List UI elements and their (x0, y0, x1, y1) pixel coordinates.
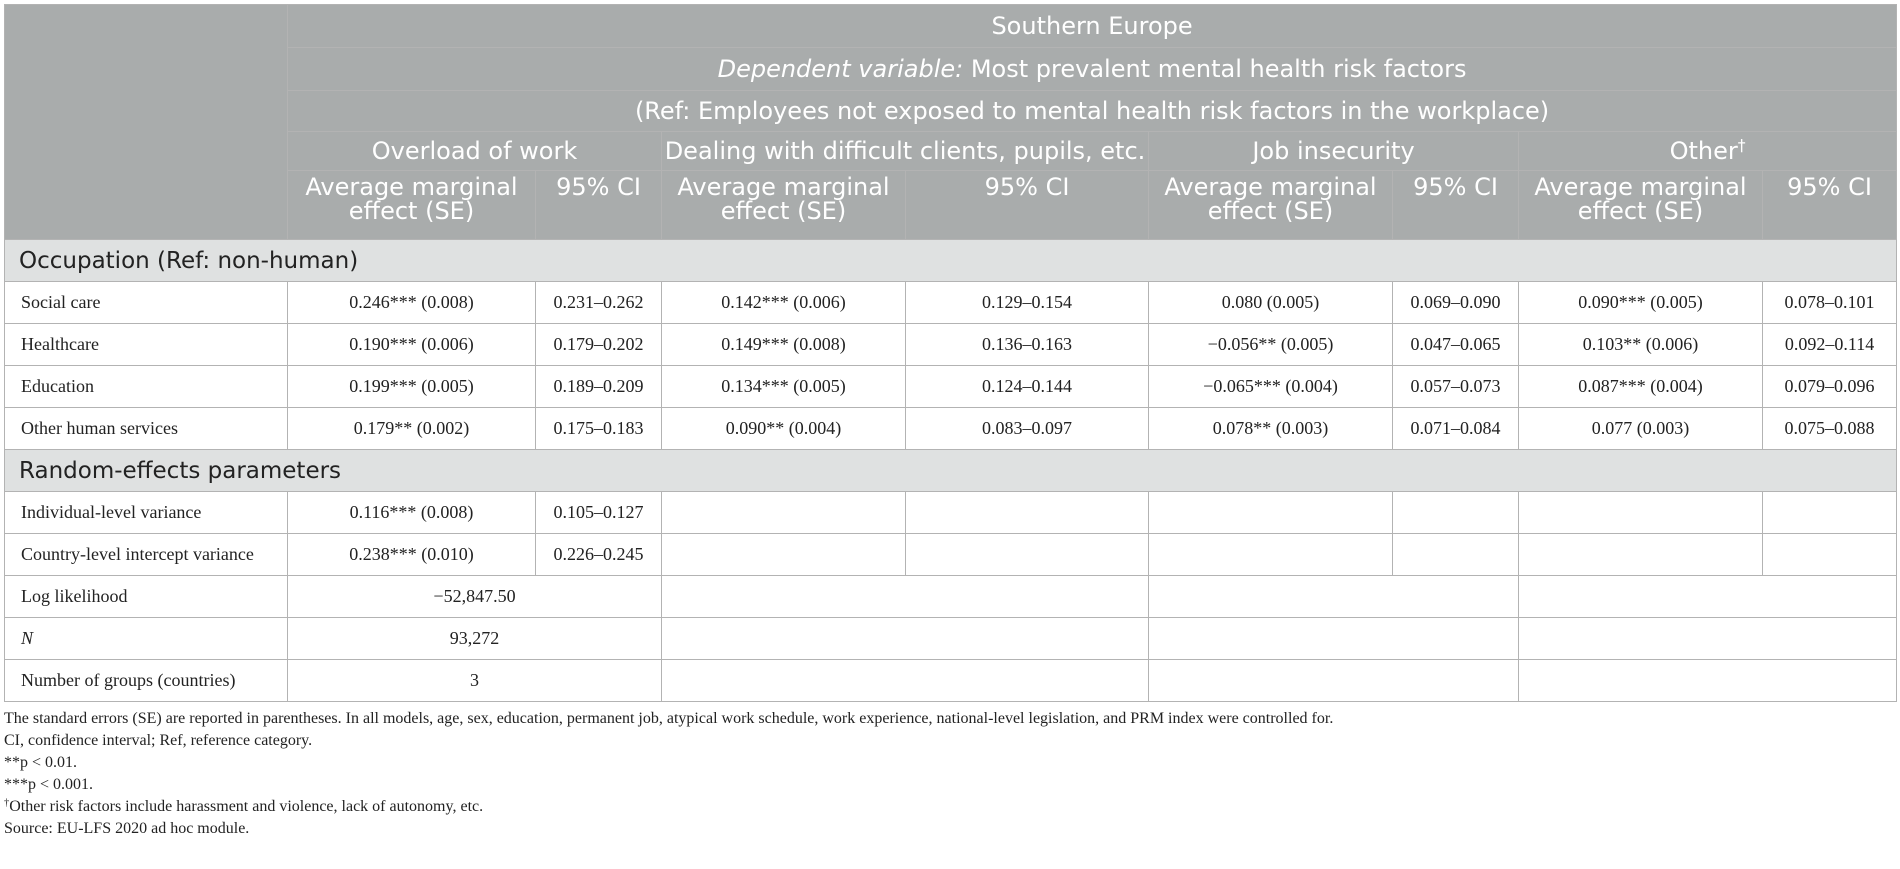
empty-cell (1149, 576, 1519, 618)
row-label: Other human services (5, 408, 288, 450)
table-cell: 0.136–0.163 (906, 324, 1149, 366)
table-cell: 0.069–0.090 (1393, 282, 1519, 324)
table-cell: 0.231–0.262 (536, 282, 662, 324)
table-cell: 0.226–0.245 (536, 534, 662, 576)
header-corner (5, 5, 288, 240)
col-header-ame: Average marginal effect (SE) (662, 171, 906, 240)
dependent-variable-prefix: Dependent variable: (717, 55, 964, 83)
row-label: Social care (5, 282, 288, 324)
table-cell: 0.080 (0.005) (1149, 282, 1393, 324)
group-header-overload: Overload of work (288, 132, 662, 171)
table-cell: 0.179** (0.002) (288, 408, 536, 450)
results-table (4, 4, 1897, 702)
table-cell: 0.071–0.084 (1393, 408, 1519, 450)
empty-cell (906, 534, 1149, 576)
table-cell: 0.116*** (0.008) (288, 492, 536, 534)
empty-cell (1763, 492, 1897, 534)
footnote-other (4, 796, 1896, 818)
row-label: Individual-level variance (5, 492, 288, 534)
table-cell: 0.149*** (0.008) (662, 324, 906, 366)
table-cell: 0.175–0.183 (536, 408, 662, 450)
footnote: ***p < 0.001. (4, 776, 94, 793)
empty-cell (1519, 618, 1897, 660)
empty-cell (662, 618, 1149, 660)
row-label: Education (5, 366, 288, 408)
col-header-ci: 95% CI (536, 171, 662, 240)
n-label: N (21, 628, 34, 648)
table-cell: 0.075–0.088 (1763, 408, 1897, 450)
reference-header: (Ref: Employees not exposed to mental health risk factors in the workplace) (288, 91, 1897, 132)
empty-cell (662, 492, 906, 534)
group-header-other (1519, 132, 1897, 171)
empty-cell (662, 534, 906, 576)
table-cell: 0.090** (0.004) (662, 408, 906, 450)
col-header-ame: Average marginal effect (SE) (1149, 171, 1393, 240)
table-cell: 0.083–0.097 (906, 408, 1149, 450)
table-row (5, 534, 1897, 576)
table-row (5, 282, 1897, 324)
empty-cell (1149, 492, 1393, 534)
table-cell: 0.079–0.096 (1763, 366, 1897, 408)
col-header-ame: Average marginal effect (SE) (1519, 171, 1763, 240)
empty-cell (1149, 534, 1393, 576)
col-header-ci: 95% CI (906, 171, 1149, 240)
table-cell: 3 (288, 660, 662, 702)
table-cell: 0.199*** (0.005) (288, 366, 536, 408)
table-cell: 0.238*** (0.010) (288, 534, 536, 576)
table-cell: 0.142*** (0.006) (662, 282, 906, 324)
dagger-mark: † (4, 797, 10, 809)
table-cell: −0.065*** (0.004) (1149, 366, 1393, 408)
empty-cell (1519, 492, 1763, 534)
table-cell: 0.134*** (0.005) (662, 366, 906, 408)
table-row (5, 324, 1897, 366)
table-cell: 0.077 (0.003) (1519, 408, 1763, 450)
empty-cell (1763, 534, 1897, 576)
empty-cell (1149, 660, 1519, 702)
table-cell: 0.090*** (0.005) (1519, 282, 1763, 324)
empty-cell (1149, 618, 1519, 660)
results-table-container (4, 4, 1896, 840)
empty-cell (1393, 492, 1519, 534)
table-cell: 0.057–0.073 (1393, 366, 1519, 408)
group-header-job-insecurity: Job insecurity (1149, 132, 1519, 171)
table-cell: −52,847.50 (288, 576, 662, 618)
table-cell: 0.189–0.209 (536, 366, 662, 408)
empty-cell (906, 492, 1149, 534)
empty-cell (1519, 534, 1763, 576)
row-label: Log likelihood (5, 576, 288, 618)
group-header-other-label: Other (1669, 137, 1738, 165)
col-header-ci: 95% CI (1763, 171, 1897, 240)
source-note: Source: EU-LFS 2020 ad hoc module. (4, 820, 250, 837)
table-row (5, 660, 1897, 702)
table-row (5, 408, 1897, 450)
table-cell: 0.105–0.127 (536, 492, 662, 534)
row-label (5, 618, 288, 660)
dependent-variable-text: Most prevalent mental health risk factors (963, 55, 1467, 83)
row-label: Country-level intercept variance (5, 534, 288, 576)
empty-cell (1393, 534, 1519, 576)
row-label: Healthcare (5, 324, 288, 366)
table-cell: 0.092–0.114 (1763, 324, 1897, 366)
table-row (5, 492, 1897, 534)
col-header-ci: 95% CI (1393, 171, 1519, 240)
table-cell: 0.179–0.202 (536, 324, 662, 366)
col-header-ame: Average marginal effect (SE) (288, 171, 536, 240)
footnote: The standard errors (SE) are reported in parentheses. In all models, age, sex, education, permanent job, atypical work schedule, work experience, national-level legislation, and PRM index were controlled for. (4, 710, 1334, 727)
table-row (5, 576, 1897, 618)
table-cell: 0.078–0.101 (1763, 282, 1897, 324)
footnote: CI, confidence interval; Ref, reference category. (4, 732, 313, 749)
dagger-mark: † (1737, 136, 1746, 155)
region-header: Southern Europe (288, 5, 1897, 48)
empty-cell (1519, 576, 1897, 618)
table-cell: 0.124–0.144 (906, 366, 1149, 408)
table-cell: 0.047–0.065 (1393, 324, 1519, 366)
table-cell: 0.246*** (0.008) (288, 282, 536, 324)
footnote: **p < 0.01. (4, 754, 78, 771)
empty-cell (662, 660, 1149, 702)
table-footnotes (4, 708, 1896, 840)
section-random-effects: Random-effects parameters (5, 450, 1897, 492)
group-header-difficult-clients: Dealing with difficult clients, pupils, etc. (662, 132, 1149, 171)
table-cell: 0.190*** (0.006) (288, 324, 536, 366)
table-cell: 0.129–0.154 (906, 282, 1149, 324)
table-cell: 0.087*** (0.004) (1519, 366, 1763, 408)
empty-cell (662, 576, 1149, 618)
table-cell: 93,272 (288, 618, 662, 660)
footnote-other-text: Other risk factors include harassment and violence, lack of autonomy, etc. (9, 798, 484, 815)
table-cell: −0.056** (0.005) (1149, 324, 1393, 366)
table-cell: 0.103** (0.006) (1519, 324, 1763, 366)
section-occupation: Occupation (Ref: non-human) (5, 240, 1897, 282)
empty-cell (1519, 660, 1897, 702)
row-label: Number of groups (countries) (5, 660, 288, 702)
dependent-variable-header (288, 48, 1897, 91)
table-cell: 0.078** (0.003) (1149, 408, 1393, 450)
table-row (5, 366, 1897, 408)
table-row (5, 618, 1897, 660)
